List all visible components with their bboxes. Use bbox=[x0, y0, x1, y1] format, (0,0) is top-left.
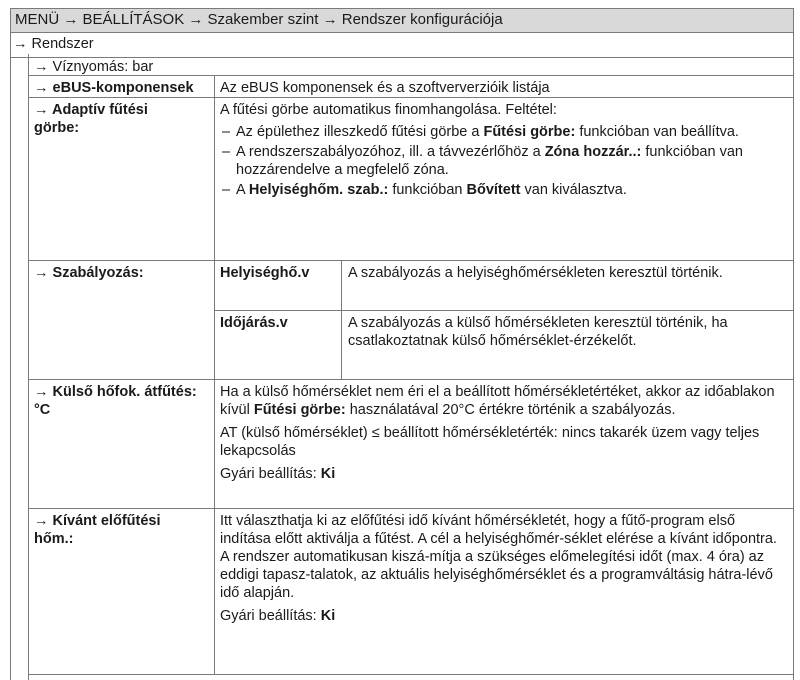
row-outdoor-temp-desc bbox=[220, 383, 788, 483]
row-adaptive-curve-label: → Adaptív fűtési görbe: bbox=[34, 102, 148, 136]
row-divider bbox=[29, 260, 793, 261]
condition-item: – Az épülethez illeszkedő fűtési görbe a Fűtési görbe: funkcióban van beállítva. bbox=[222, 124, 739, 140]
row-viznyomas-label: → Víznyomás: bar bbox=[34, 59, 154, 75]
condition-item: – A Helyiséghőm. szab.: funkcióban Bővített van kiválasztva. bbox=[222, 182, 627, 198]
row-preheat-desc bbox=[220, 512, 788, 625]
condition-item: – A rendszerszabályozóhoz, ill. a távvezérlőhöz a Zóna hozzár..: funkcióban van hozzárendelve a megfelelő zóna. bbox=[222, 144, 743, 178]
column-divider bbox=[214, 75, 215, 674]
menu-path-header: MENÜ → BEÁLLÍTÁSOK → Szakember szint → Rendszer konfigurációja bbox=[11, 8, 793, 33]
outdoor-temp-condition: AT (külső hőmérséklet) ≤ beállított hőmérsékletérték: nincs takarék üzem vagy teljes lekapcsolás bbox=[220, 425, 760, 459]
section-rendszer: → Rendszer bbox=[11, 31, 793, 58]
sub-column-divider bbox=[341, 260, 342, 379]
row-divider bbox=[29, 379, 793, 380]
adaptive-intro: A fűtési görbe automatikus finomhangolása. Feltétel: bbox=[220, 102, 557, 118]
factory-value: Ki bbox=[320, 608, 336, 624]
row-control-label: → Szabályozás: bbox=[34, 265, 144, 281]
settings-table bbox=[10, 8, 794, 680]
row-preheat-label: → Kívánt előfűtési hőm.: bbox=[34, 513, 161, 547]
indent-column bbox=[11, 54, 29, 680]
factory-setting: Gyári beállítás: Ki bbox=[220, 608, 336, 624]
sub-row-divider bbox=[214, 310, 793, 311]
row-divider bbox=[29, 508, 793, 509]
row-adaptive-curve-desc bbox=[220, 101, 786, 199]
row-ebus-label: → eBUS-komponensek bbox=[34, 80, 194, 96]
preheat-text: Itt választhatja ki az előfűtési idő kívánt hőmérsékletét, hogy a fűtő-program első indítása előtt aktiválja a fűtést. A cél a helyiséghőmér-séklet elérése a kívánt időpontra. A rendszer automatikusan kiszá-mítja a szükséges előmelegítési időt (max. 4 óra) az eddigi tapasz-talatok, az aktuális helyiséghőmérséklet és a programváltásig hátra-lévő idő alapján. bbox=[220, 513, 777, 601]
row-divider bbox=[29, 97, 793, 98]
row-ebus-desc: Az eBUS komponensek és a szoftververzióik listája bbox=[220, 80, 550, 96]
row-divider bbox=[29, 674, 793, 675]
row-outdoor-temp-label: → Külső hőfok. átfűtés: °C bbox=[34, 384, 197, 418]
factory-setting: Gyári beállítás: Ki bbox=[220, 466, 336, 482]
control-option-name: Helyiséghő.v bbox=[220, 265, 310, 281]
control-option-name: Időjárás.v bbox=[220, 315, 288, 331]
control-option-desc: A szabályozás a külső hőmérsékleten keresztül történik, ha csatlakoztatnak külső hőmérséklet-érzékelőt. bbox=[348, 315, 728, 349]
control-option-desc: A szabályozás a helyiséghőmérsékleten keresztül történik. bbox=[348, 265, 723, 281]
outdoor-temp-text: Ha a külső hőmérséklet nem éri el a beállított hőmérsékletértéket, akkor az időablakon kívül Fűtési görbe: használatával 20°C értékre történik a szabályozás. bbox=[220, 384, 775, 418]
factory-value: Ki bbox=[320, 466, 336, 482]
